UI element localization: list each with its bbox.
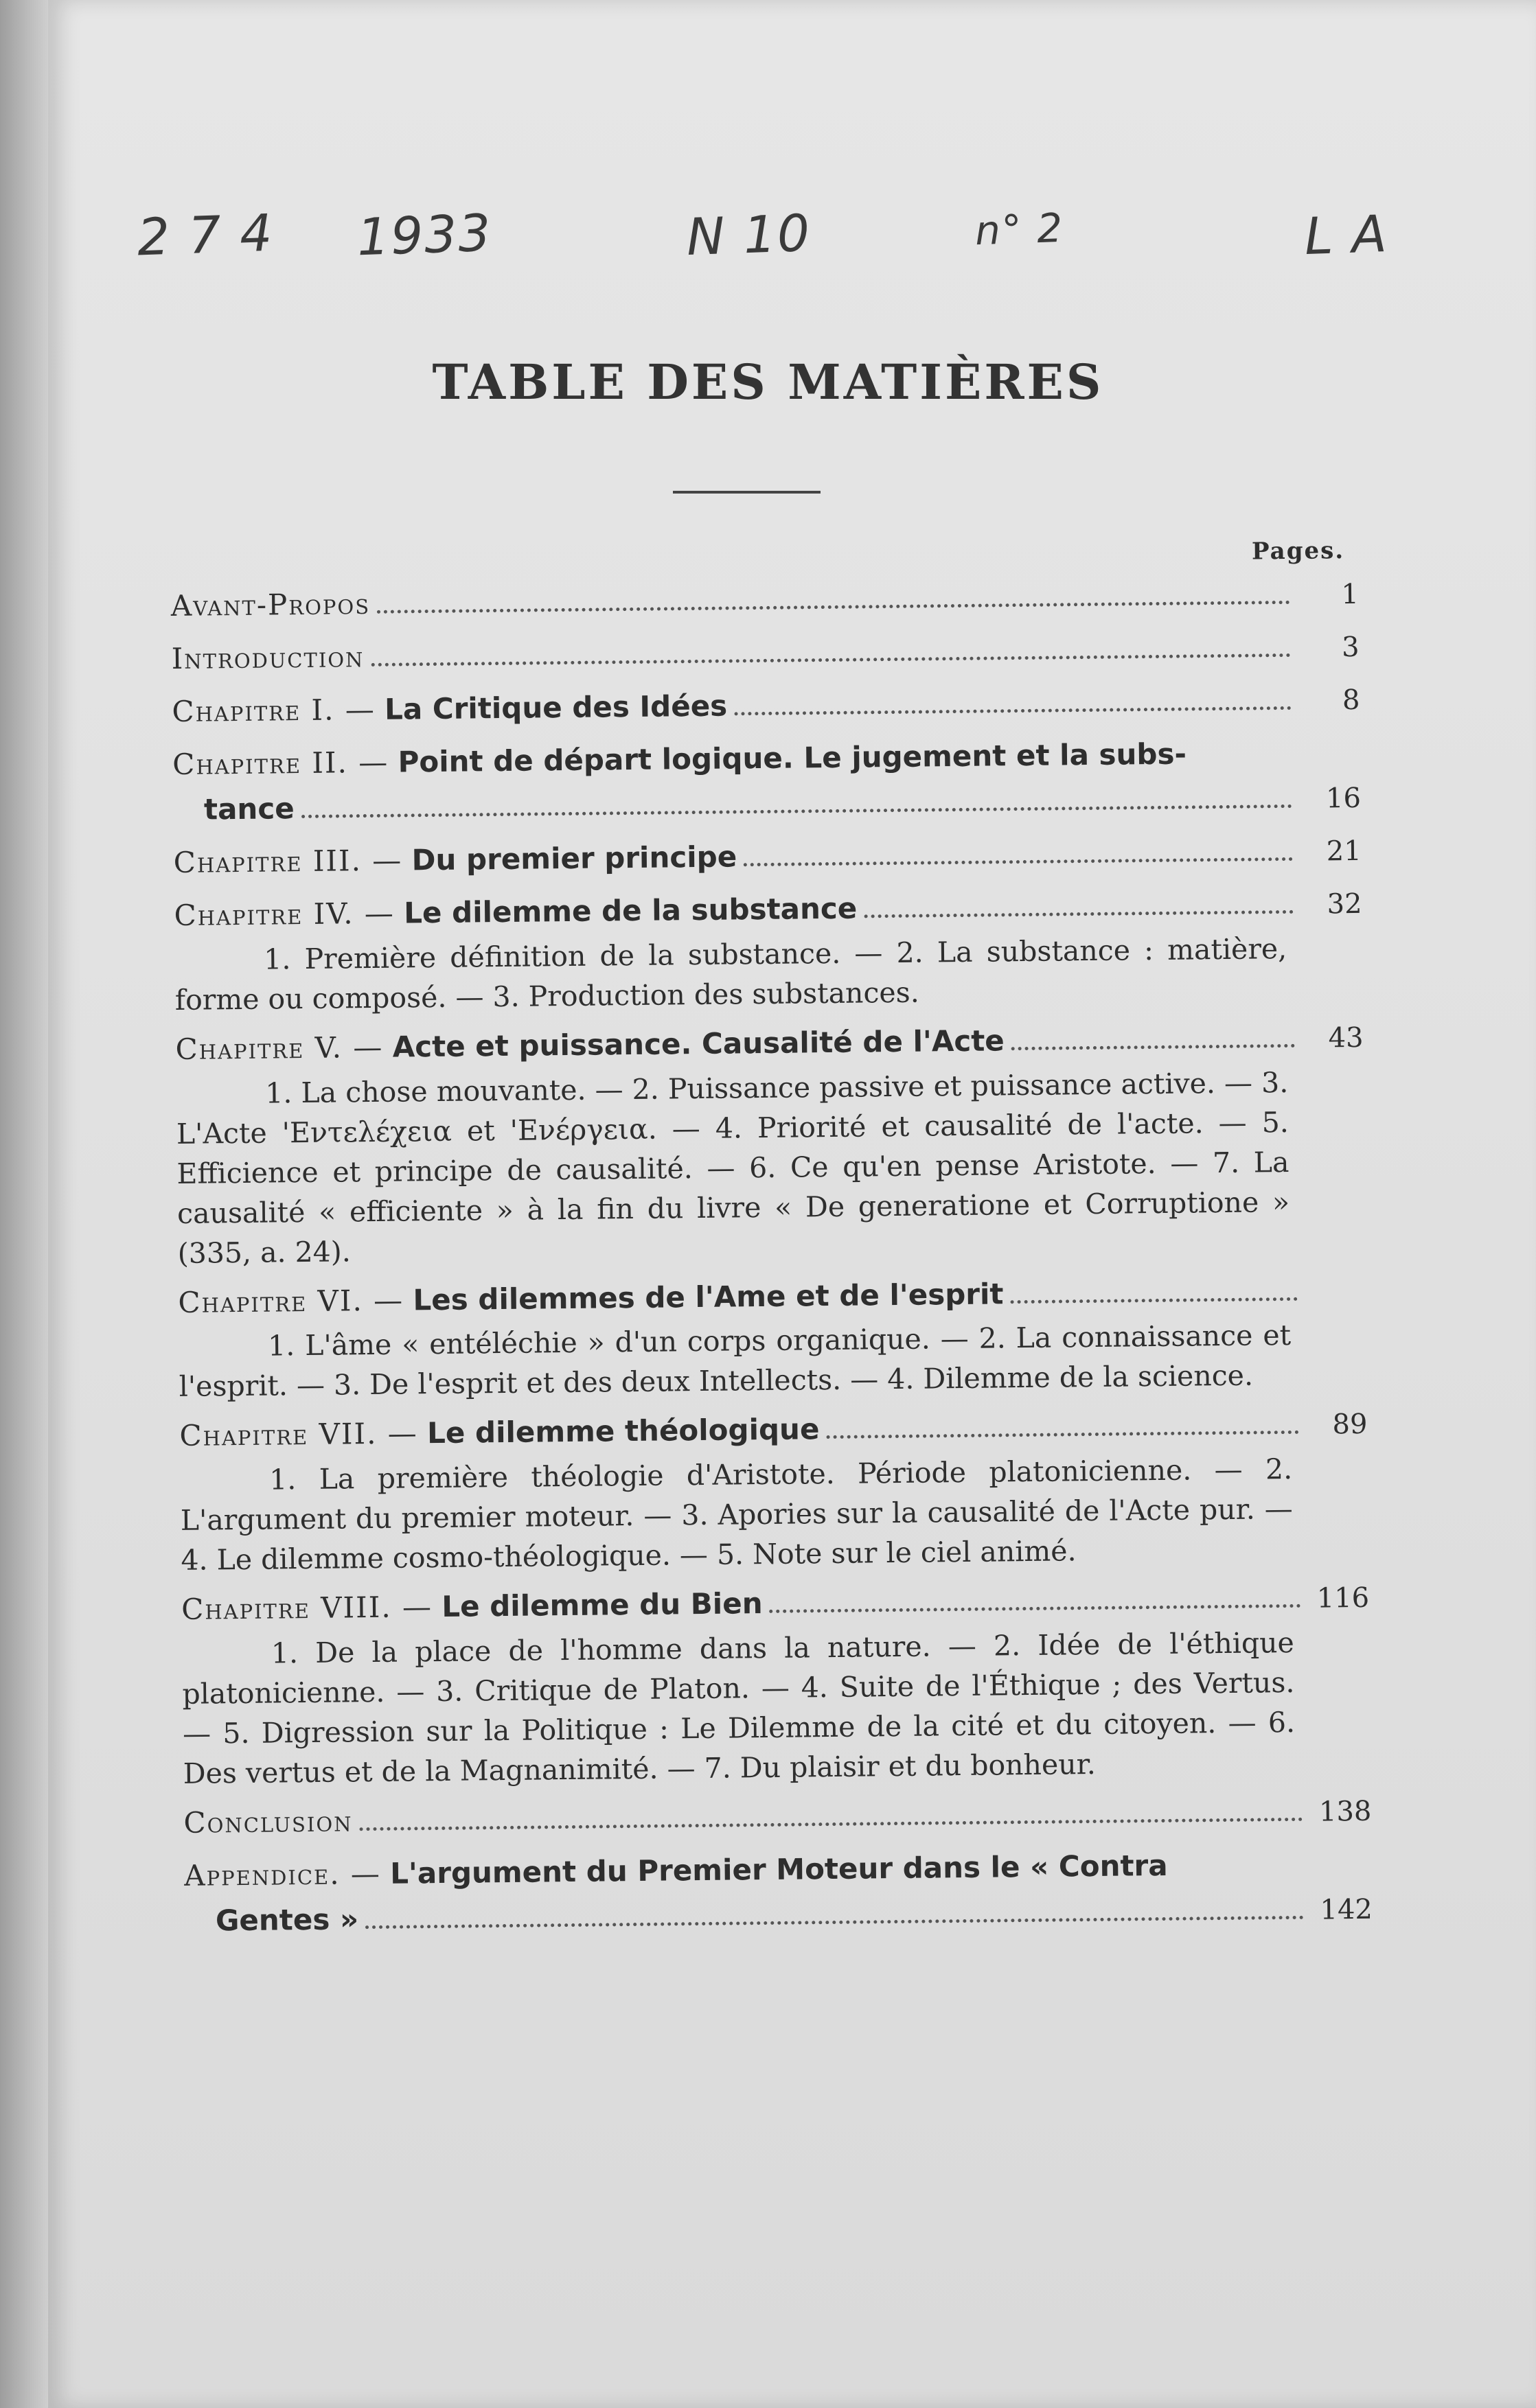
entry-page: 116: [1316, 1582, 1370, 1614]
entry-label: Chapitre VIII. —: [181, 1590, 433, 1626]
handwritten-note-1: 2 7 4: [136, 203, 275, 268]
entry-title: Point de départ logique. Le jugement et la subs-: [398, 737, 1187, 779]
entry-title-continued: tance: [203, 791, 295, 826]
dot-leader: [827, 1431, 1299, 1439]
entry-label: Chapitre V. —: [175, 1030, 384, 1066]
entry-summary: 1. Première définition de la substance. — 2. La substance : matière, forme ou composé. — 3. Production des substances.: [174, 932, 1287, 1017]
toc-entry-chapitre-2: [172, 730, 1361, 833]
dot-leader: [1011, 1297, 1298, 1304]
entry-title: Du premier principe: [411, 840, 737, 877]
entry-label: Conclusion: [183, 1804, 353, 1840]
handwritten-note-3: N 10: [685, 203, 812, 268]
table-of-contents: [170, 537, 1373, 1952]
entry-title: Les dilemmes de l'Ame et de l'esprit: [413, 1277, 1004, 1317]
toc-entry-conclusion: [183, 1788, 1372, 1846]
toc-entry-introduction: [171, 624, 1360, 682]
entry-title: La Critique des Idées: [384, 688, 728, 726]
toc-entry-chapitre-6: [178, 1268, 1367, 1406]
entry-page: 43: [1328, 1021, 1364, 1054]
handwritten-note-4: n° 2: [974, 204, 1065, 255]
toc-entry-chapitre-8: [181, 1575, 1371, 1794]
dot-leader: [377, 601, 1290, 614]
entry-summary: 1. De la place de l'homme dans la nature. — 2. Idée de l'éthique platonicienne. — 3. Critique de Platon. — 4. Suite de l'Éthique ; des Vertus. — 5. Digression sur la Politique : Le Dilemme de la cité et du citoyen. — 6. Des vertus et de la Magnanimité. — 7. Du plaisir et du bonheur.: [182, 1625, 1296, 1790]
entry-label: Chapitre I. —: [172, 692, 376, 728]
entry-title: Acte et puissance. Causalité de l'Acte: [392, 1023, 1005, 1064]
pages-column-header: Pages.: [1251, 537, 1345, 566]
entry-page: 16: [1325, 782, 1362, 815]
entry-label: Chapitre VII. —: [179, 1416, 419, 1452]
entry-label: Chapitre VI. —: [178, 1283, 404, 1319]
toc-entry-chapitre-5: [175, 1015, 1366, 1273]
entry-page: 89: [1332, 1408, 1368, 1441]
dot-leader: [1011, 1044, 1295, 1050]
entry-page: [1305, 1300, 1366, 1301]
entry-label: Chapitre II. —: [172, 745, 389, 781]
dot-leader: [301, 804, 1292, 818]
entry-label: Chapitre IV. —: [174, 896, 396, 932]
handwritten-note-2: 1933: [356, 203, 493, 268]
toc-entry-chapitre-1: [172, 677, 1360, 735]
toc-entry-chapitre-7: [179, 1401, 1368, 1580]
entry-page: 1: [1341, 578, 1360, 611]
entry-page: 32: [1327, 888, 1362, 921]
entry-summary: 1. La chose mouvante. — 2. Puissance passive et puissance active. — 3. L'Acte 'Εντελέχεια et 'Ενέργεια. — 4. Priorité et causalité de l'acte. — 5. Efficience et principe de causalité. — 6. Ce qu'en pense Aristote. — 7. La causalité « efficiente » à la fin du livre « De generatione et Corruptione » (335, a. 24).: [176, 1065, 1290, 1270]
entry-title-continued: Gentes »: [215, 1902, 359, 1938]
page-title: TABLE DES MATIÈRES: [432, 354, 1104, 410]
toc-entry-appendice: [184, 1841, 1373, 1945]
dot-leader: [744, 857, 1293, 866]
toc-entry-avant-propos: [171, 571, 1360, 629]
entry-title: L'argument du Premier Moteur dans le « Contra: [389, 1848, 1168, 1890]
entry-title: Le dilemme du Bien: [442, 1586, 763, 1623]
dot-leader: [864, 910, 1293, 918]
dot-leader: [365, 1916, 1304, 1929]
entry-page: 138: [1318, 1795, 1372, 1828]
entry-page: 21: [1326, 835, 1362, 868]
dot-leader: [734, 706, 1291, 715]
entry-summary: 1. La première théologie d'Aristote. Période platonicienne. — 2. L'argument du premier moteur. — 3. Apories sur la causalité de l'Acte pur. — 4. Le dilemme cosmo-théologique. — 5. Note sur le ciel animé.: [180, 1452, 1293, 1577]
toc-entry-chapitre-3: [173, 828, 1362, 886]
dot-leader: [371, 653, 1291, 667]
entry-label: Introduction: [171, 640, 365, 675]
title-rule: [673, 491, 821, 494]
toc-entry-chapitre-4: [174, 881, 1363, 1020]
entry-page: 8: [1342, 684, 1360, 717]
entry-label: Avant-Propos: [170, 586, 371, 623]
handwritten-note-5: L A: [1303, 204, 1389, 267]
entry-page: 142: [1320, 1893, 1373, 1926]
entry-label: Appendice. —: [183, 1856, 382, 1892]
dot-leader: [360, 1818, 1303, 1831]
entry-label: Chapitre III. —: [173, 843, 403, 879]
entry-summary: 1. L'âme « entéléchie » d'un corps organique. — 2. La connaissance et l'esprit. — 3. De l'esprit et des deux Intellects. — 4. Dilemme de la science.: [179, 1318, 1292, 1403]
handwritten-shelfmark: [136, 203, 1408, 288]
entry-title: Le dilemme théologique: [426, 1412, 820, 1450]
entry-page: 3: [1341, 631, 1360, 664]
dot-leader: [770, 1604, 1301, 1613]
entry-title: Le dilemme de la substance: [403, 891, 858, 930]
